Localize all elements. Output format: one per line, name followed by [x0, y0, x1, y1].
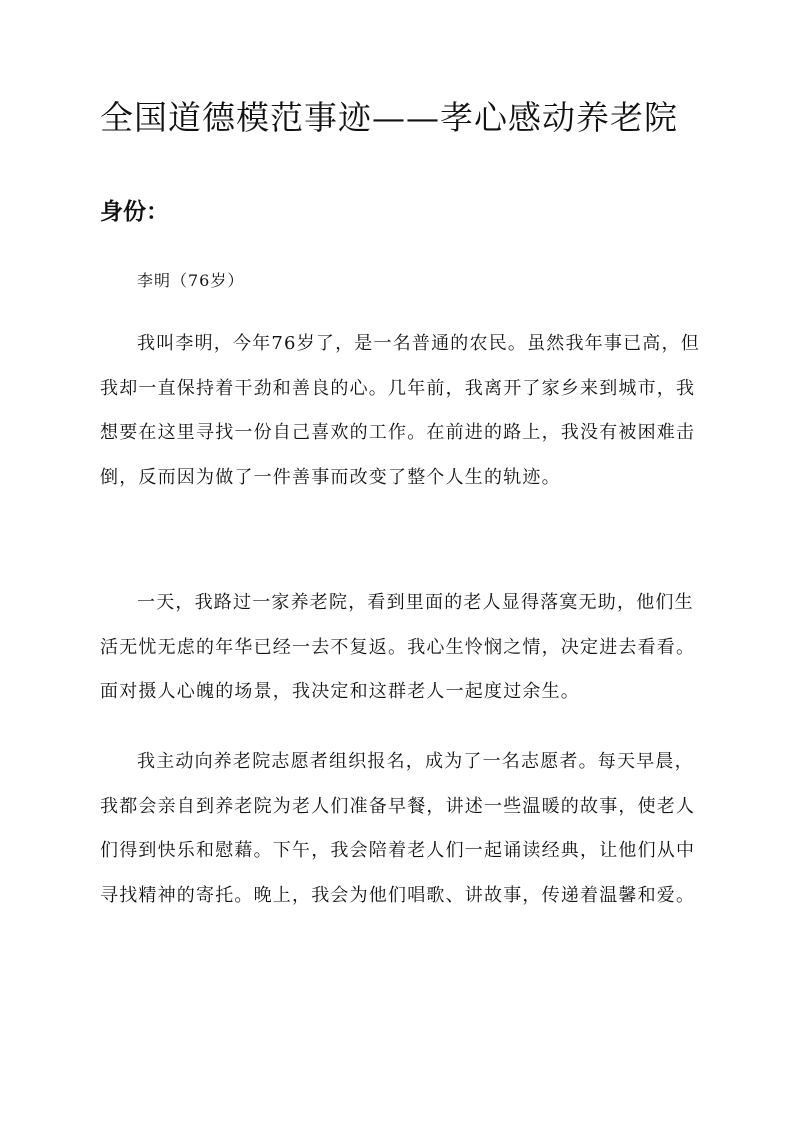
paragraph-nursing-home-visit: 一天，我路过一家养老院，看到里面的老人显得落寞无助，他们生活无忧无虑的年华已经一去不复返。我心生怜悯之情，决定进去看看。面对摄人心魄的场景，我决定和这群老人一起度过余生。	[100, 592, 696, 702]
section-heading-identity: 身份：	[100, 199, 169, 225]
paragraph-introduction: 我叫李明，今年76岁了，是一名普通的农民。虽然我年事已高，但我却一直保持着干劲和善良的心。几年前，我离开了家乡来到城市，我想要在这里寻找一份自己喜欢的工作。在前进的路上，我没有被困难击倒，反而因为做了一件善事而改变了整个人生的轨迹。	[100, 333, 700, 488]
document-title: 全国道德模范事迹——孝心感动养老院	[100, 98, 678, 137]
person-name-age: 李明（76岁）	[137, 271, 245, 290]
paragraph-volunteer-work: 我主动向养老院志愿者组织报名，成为了一名志愿者。每天早晨，我都会亲自到养老院为老人们准备早餐，讲述一些温暖的故事，使老人们得到快乐和慰藉。下午，我会陪着老人们一起诵读经典，让他们从中寻找精神的寄托。晚上，我会为他们唱歌、讲故事，传递着温馨和爱。	[100, 751, 696, 906]
